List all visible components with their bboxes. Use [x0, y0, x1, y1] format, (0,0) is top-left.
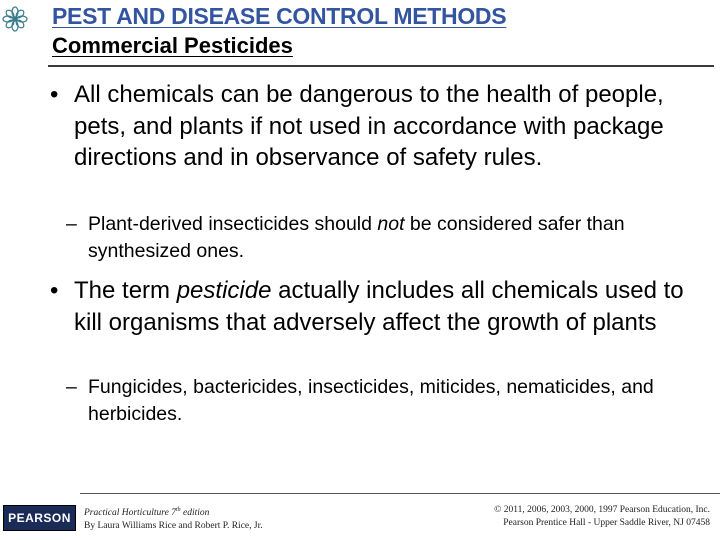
sub-bullet-item	[66, 374, 688, 428]
footer-citation	[84, 504, 263, 533]
sub-bullet-mark: –	[66, 213, 77, 235]
flower-icon	[2, 6, 28, 32]
emphasis-text: pesticide	[176, 277, 272, 304]
text-segment: Plant-derived insecticides should	[88, 213, 378, 235]
footer-divider	[80, 493, 720, 494]
bullet-item	[50, 275, 690, 338]
text-segment: actually includes all chemicals used to kill organisms that adversely affect the growth of plants	[74, 277, 684, 336]
slide-title: PEST AND DISEASE CONTROL METHODS	[52, 3, 507, 29]
pearson-logo	[3, 505, 76, 531]
text-segment: be considered safer than synthesized ones.	[88, 213, 625, 262]
text-segment: The term	[74, 277, 177, 304]
book-title-text: Practical Horticulture 7	[84, 508, 176, 519]
bullet-text	[50, 275, 690, 338]
sub-bullet-item	[66, 211, 688, 265]
bullet-mark: •	[50, 81, 59, 108]
bullet-mark: •	[50, 277, 59, 304]
book-title	[84, 504, 263, 520]
sub-bullet-mark: –	[66, 376, 77, 398]
copyright-text: © 2011, 2006, 2003, 2000, 1997 Pearson Education, Inc.	[494, 505, 710, 515]
authors: By Laura Williams Rice and Robert P. Rice, Jr.	[84, 521, 263, 532]
superscript: th	[176, 507, 181, 513]
sub-bullet-text	[88, 211, 688, 265]
footer-copyright	[494, 504, 710, 530]
publisher-text: Pearson Prentice Hall - Upper Saddle River, NJ 07458	[503, 518, 710, 528]
bullet-item	[50, 79, 690, 174]
bullet-text: All chemicals can be dangerous to the health of people, pets, and plants if not used in accordance with package directions and in observance of safety rules.	[74, 81, 664, 171]
title-divider	[48, 65, 714, 67]
slide-subtitle: Commercial Pesticides	[52, 33, 293, 58]
sub-bullet-text: Fungicides, bactericides, insecticides, miticides, nematicides, and herbicides.	[88, 376, 654, 425]
logo-text: PEARSON	[8, 511, 71, 525]
emphasis-text: not	[377, 213, 405, 235]
edition-text: edition	[180, 508, 210, 519]
